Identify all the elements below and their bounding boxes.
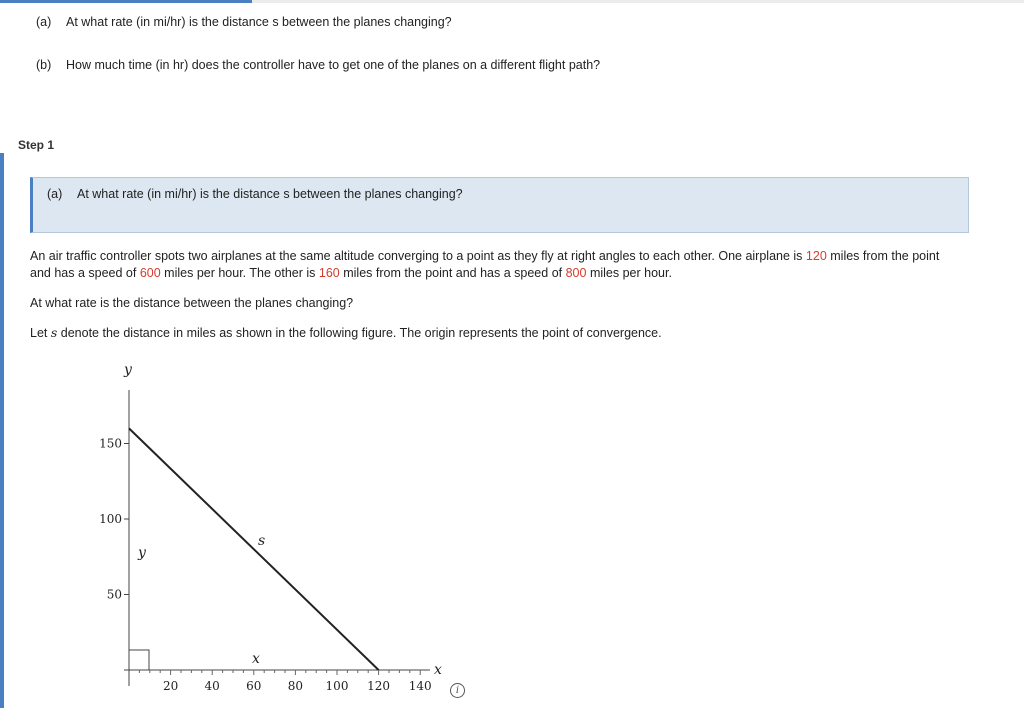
y-tick-label-100: 100 bbox=[99, 512, 122, 526]
let-line-post: denote the distance in miles as shown in the following figure. The origin represents the point of convergence. bbox=[60, 326, 662, 340]
x-axis-label: x bbox=[434, 662, 442, 678]
segment-s bbox=[129, 428, 379, 670]
question-a-text: At what rate (in mi/hr) is the distance s between the planes changing? bbox=[66, 15, 452, 29]
let-line bbox=[30, 324, 960, 342]
question-a-part: (a) bbox=[36, 15, 52, 29]
y-tick-label-150: 150 bbox=[99, 436, 122, 451]
x-tick-label-40: 40 bbox=[204, 679, 220, 693]
segment-y-label: y bbox=[138, 545, 146, 561]
info-icon[interactable]: i bbox=[450, 683, 465, 698]
x-tick-label-60: 60 bbox=[246, 679, 262, 693]
problem-text-2: miles from the point and has a speed of bbox=[30, 249, 940, 280]
highlight-question-box bbox=[30, 177, 969, 233]
segment-x-label: x bbox=[252, 651, 260, 667]
x-tick-label-20: 20 bbox=[162, 679, 179, 693]
x-tick-label-120: 120 bbox=[367, 679, 391, 693]
x-tick-label-100: 100 bbox=[325, 679, 349, 693]
speed-2-value: 800 bbox=[565, 266, 587, 280]
step-label: Step 1 bbox=[18, 138, 55, 152]
question-line: At what rate is the distance between the planes changing? bbox=[30, 296, 354, 310]
segment-s-label: s bbox=[258, 533, 266, 549]
x-tick-label-140: 140 bbox=[408, 679, 432, 693]
top-divider-accent bbox=[0, 0, 252, 3]
problem-text-4: miles from the point and has a speed of bbox=[343, 266, 563, 280]
distance-1-value: 120 bbox=[805, 249, 827, 263]
question-a bbox=[36, 15, 452, 29]
problem-text-1: An air traffic controller spots two airplanes at the same altitude converging to a point as they fly at right angles to each other. One airplane is bbox=[30, 249, 803, 263]
x-tick-label-80: 80 bbox=[287, 679, 304, 693]
problem-text-5: miles per hour. bbox=[589, 266, 672, 280]
highlight-question bbox=[47, 187, 463, 201]
problem-text-3: miles per hour. The other is bbox=[164, 266, 316, 280]
triangle-figure bbox=[0, 360, 480, 700]
question-b-part: (b) bbox=[36, 58, 52, 72]
y-axis-label: y bbox=[124, 362, 132, 378]
problem-statement bbox=[30, 248, 960, 282]
let-line-pre: Let bbox=[30, 326, 48, 340]
let-line-var: s bbox=[50, 325, 58, 340]
question-b-text: How much time (in hr) does the controller have to get one of the planes on a different flight path? bbox=[66, 58, 601, 72]
distance-2-value: 160 bbox=[318, 266, 340, 280]
highlight-question-part: (a) bbox=[47, 187, 63, 201]
y-tick-label-50: 50 bbox=[106, 587, 122, 602]
highlight-question-text: At what rate (in mi/hr) is the distance s between the planes changing? bbox=[77, 187, 463, 201]
speed-1-value: 600 bbox=[139, 266, 161, 280]
right-angle-marker bbox=[129, 650, 149, 670]
question-b bbox=[36, 58, 600, 72]
